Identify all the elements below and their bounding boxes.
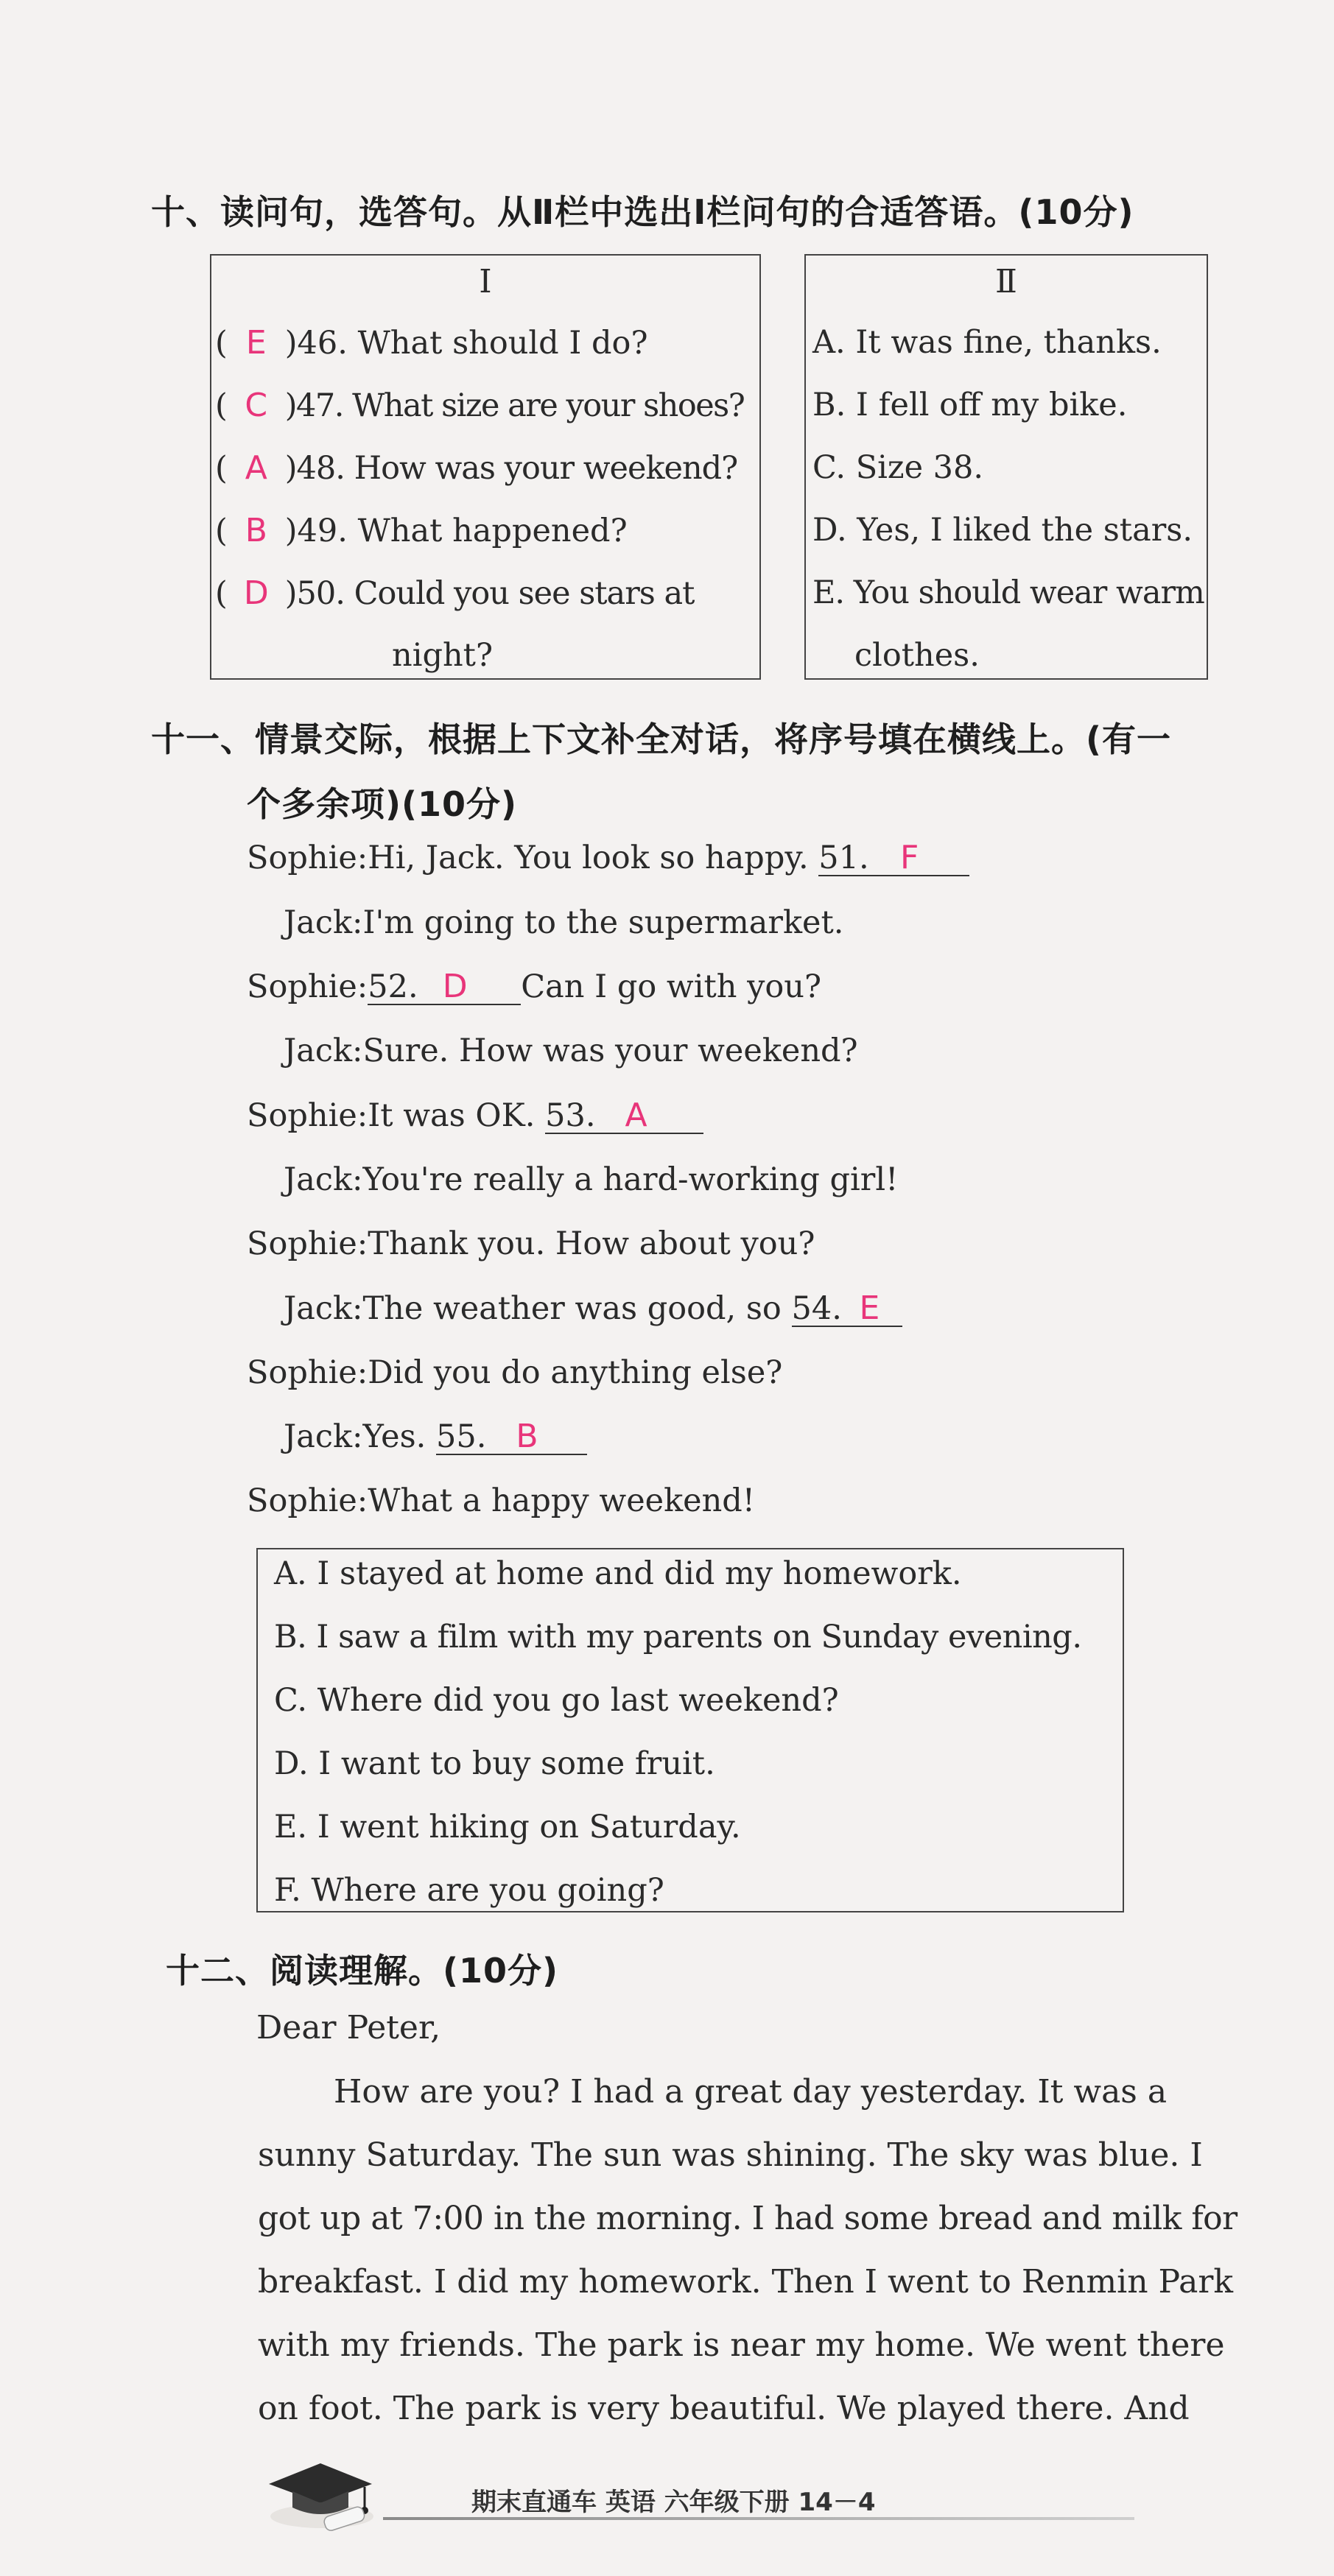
open-paren: ( [215, 450, 228, 487]
blank-53 [545, 1099, 703, 1134]
question-50 [215, 574, 694, 612]
line-text: Yes. [362, 1418, 426, 1455]
answer-47: C [245, 387, 268, 424]
answer-51: F [900, 839, 919, 876]
answer-53: A [625, 1097, 647, 1134]
question-48 [215, 449, 737, 487]
option-e-cont: clothes. [854, 637, 980, 674]
dialogue-line-3 [247, 968, 821, 1005]
question-text: )46. What should I do? [284, 325, 648, 362]
speaker: Jack: [284, 1161, 363, 1198]
answer-52: D [442, 968, 468, 1005]
dialogue-line-11 [247, 1482, 755, 1519]
question-46 [215, 324, 648, 362]
speaker: Jack: [284, 904, 363, 941]
section-11-title: 十一、情景交际，根据上下文补全对话，将序号填在横线上。(有一 [151, 719, 1172, 759]
dialogue-line-2 [284, 904, 843, 941]
dialogue-line-10 [284, 1418, 587, 1455]
section-10-title: 十、读问句，选答句。从Ⅱ栏中选出Ⅰ栏问句的合适答语。(10分) [151, 192, 1134, 232]
passage-line-1: How are you? I had a great day yesterday. It was a [334, 2073, 1168, 2111]
question-text: )47. What size are your shoes? [284, 387, 745, 424]
answer-49: B [245, 512, 267, 549]
option-e: E. You should wear warm [812, 574, 1204, 611]
speaker: Sophie: [247, 1482, 368, 1519]
blank-number: 53. [545, 1097, 596, 1134]
s11-option-d: D. I want to buy some fruit. [274, 1745, 715, 1782]
answer-46: E [245, 324, 267, 362]
question-47 [215, 387, 744, 424]
option-a: A. It was fine, thanks. [812, 324, 1162, 361]
blank-number: 51. [818, 840, 869, 876]
answer-55: B [516, 1418, 538, 1455]
speaker: Sophie: [247, 968, 368, 1005]
option-d: D. Yes, I liked the stars. [812, 512, 1193, 549]
question-50-cont: night? [392, 637, 493, 674]
dialogue-line-9 [247, 1354, 782, 1391]
s11-option-b: B. I saw a film with my parents on Sunday evening. [274, 1619, 1082, 1655]
blank-55 [436, 1420, 587, 1455]
blank-51 [818, 841, 969, 876]
speaker: Sophie: [247, 1097, 368, 1134]
open-paren: ( [215, 513, 228, 549]
line-text: What a happy weekend! [368, 1482, 756, 1519]
answer-48: A [245, 449, 267, 487]
blank-54 [791, 1289, 902, 1327]
column-2-header: Ⅱ [995, 263, 1017, 300]
line-text: The weather was good, so [362, 1290, 782, 1327]
blank-number: 52. [368, 968, 418, 1005]
passage-line-5: with my friends. The park is near my home. We went there [258, 2326, 1225, 2364]
blank-number: 55. [436, 1418, 487, 1455]
blank-52 [368, 970, 521, 1005]
section-11-title-cont: 个多余项)(10分) [247, 784, 518, 824]
open-paren: ( [215, 575, 228, 612]
line-text: I'm going to the supermarket. [362, 904, 844, 941]
graduation-cap-icon [254, 2456, 379, 2537]
question-text: )48. How was your weekend? [284, 450, 738, 487]
blank-number: 54. [791, 1290, 842, 1327]
dialogue-line-8 [284, 1290, 902, 1327]
question-text: )49. What happened? [284, 513, 628, 549]
speaker: Sophie: [247, 1225, 368, 1262]
speaker: Sophie: [247, 840, 368, 876]
passage-line-6: on foot. The park is very beautiful. We played there. And [258, 2390, 1190, 2427]
open-paren: ( [215, 325, 228, 362]
dialogue-line-1 [247, 840, 969, 876]
line-text: Hi, Jack. You look so happy. [368, 840, 809, 876]
options-box [256, 1548, 1124, 1912]
line-text: It was OK. [368, 1097, 536, 1134]
section-12-title: 十二、阅读理解。(10分) [166, 1951, 559, 1991]
s11-option-f: F. Where are you going? [274, 1872, 664, 1909]
speaker: Jack: [284, 1290, 363, 1327]
passage-line-3: got up at 7:00 in the morning. I had some bread and milk for [258, 2200, 1238, 2237]
footer-text: 期末直通车 英语 六年级下册 14－4 [471, 2488, 876, 2517]
column-1-header: Ⅰ [479, 263, 492, 300]
speaker: Sophie: [247, 1354, 368, 1391]
passage-line-2: sunny Saturday. The sun was shining. The sky was blue. I [258, 2136, 1203, 2174]
question-49 [215, 512, 628, 549]
question-text: )50. Could you see stars at [284, 575, 695, 612]
dialogue-line-5 [247, 1097, 703, 1134]
s11-option-c: C. Where did you go last weekend? [274, 1682, 839, 1719]
open-paren: ( [215, 387, 228, 424]
line-text: Thank you. How about you? [368, 1225, 815, 1262]
option-c: C. Size 38. [812, 449, 984, 486]
passage-line-4: breakfast. I did my homework. Then I went to Renmin Park [258, 2263, 1234, 2301]
option-b: B. I fell off my bike. [812, 387, 1128, 423]
dialogue-line-7 [247, 1225, 815, 1262]
line-text: Did you do anything else? [368, 1354, 783, 1391]
answer-54: E [859, 1289, 880, 1327]
letter-greeting: Dear Peter, [256, 2009, 441, 2047]
dialogue-line-4 [284, 1032, 858, 1069]
answer-50: D [243, 574, 269, 612]
speaker: Jack: [284, 1418, 363, 1455]
line-text: You're really a hard-working girl! [362, 1161, 899, 1198]
line-text: Sure. How was your weekend? [362, 1032, 858, 1069]
s11-option-a: A. I stayed at home and did my homework. [274, 1555, 962, 1592]
s11-option-e: E. I went hiking on Saturday. [274, 1809, 741, 1845]
line-after: Can I go with you? [521, 968, 822, 1005]
speaker: Jack: [284, 1032, 363, 1069]
dialogue-line-6 [284, 1161, 898, 1198]
